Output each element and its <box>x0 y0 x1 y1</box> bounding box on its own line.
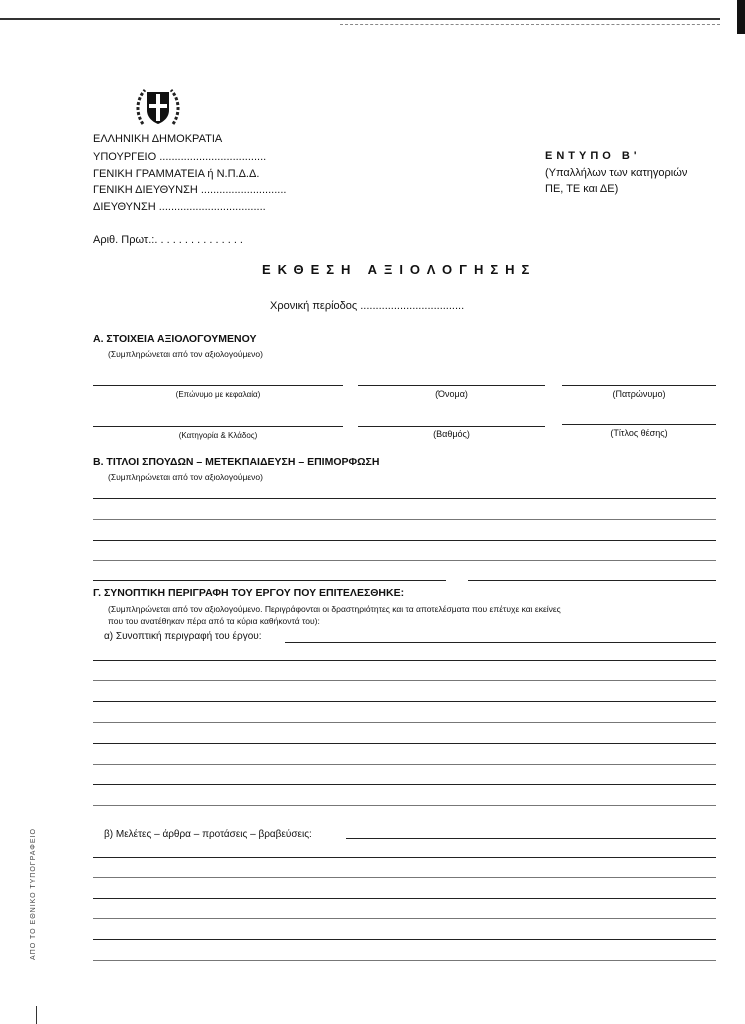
item-b-first-line[interactable] <box>346 838 716 839</box>
category-field-line[interactable] <box>93 426 343 427</box>
surname-label: (Επώνυμο με κεφαλαία) <box>175 390 261 399</box>
item-a-line[interactable] <box>93 805 716 806</box>
item-b-line[interactable] <box>93 918 716 919</box>
grade-field-line[interactable] <box>358 426 545 427</box>
item-b-line[interactable] <box>93 898 716 899</box>
item-a-line[interactable] <box>93 660 716 661</box>
item-a-line[interactable] <box>93 784 716 785</box>
org-line-directorate: ΔΙΕΥΘΥΝΣΗ ................................... <box>93 201 266 213</box>
item-b-label: β) Μελέτες – άρθρα – προτάσεις – βραβεύσεις: <box>104 829 312 840</box>
section-b-heading: Β. ΤΙΤΛΟΙ ΣΠΟΥΔΩΝ – ΜΕΤΕΚΠΑΙΔΕΥΣΗ – ΕΠΙΜΟΡΦΩΣΗ <box>93 456 380 468</box>
org-line-general-secretariat: ΓΕΝΙΚΗ ΓΡΑΜΜΑΤΕΙΑ ή Ν.Π.Δ.Δ. <box>93 168 260 180</box>
position-title-label: (Τίτλος θέσης) <box>610 428 668 438</box>
grade-label: (Βαθμός) <box>433 429 470 439</box>
section-c-note-1: (Συμπληρώνεται από τον αξιολογούμενο. Περιγράφονται οι δραστηριότητες και τα αποτελέσματα που επέτυχε και εκείνες <box>108 604 561 614</box>
section-b-line[interactable] <box>93 560 716 561</box>
item-b-line[interactable] <box>93 857 716 858</box>
item-a-line[interactable] <box>93 701 716 702</box>
item-a-first-line[interactable] <box>285 642 716 643</box>
form-type-subtitle-1: (Υπαλλήλων των κατηγοριών <box>545 167 688 179</box>
form-type-title: ΕΝΤΥΠΟ Β' <box>545 150 641 162</box>
printer-side-note: ΑΠΟ ΤΟ ΕΘΝΙΚΟ ΤΥΠΟΓΡΑΦΕΙΟ <box>30 828 37 960</box>
item-a-label: α) Συνοπτική περιγραφή του έργου: <box>104 631 262 642</box>
item-a-line[interactable] <box>93 680 716 681</box>
section-b-note: (Συμπληρώνεται από τον αξιολογούμενο) <box>108 472 263 482</box>
org-line-ministry: ΥΠΟΥΡΓΕΙΟ ................................... <box>93 151 267 163</box>
protocol-number: Αριθ. Πρωτ.:. . . . . . . . . . . . . . . <box>93 234 243 246</box>
document-title: ΕΚΘΕΣΗ ΑΞΙΟΛΟΓΗΣΗΣ <box>262 262 537 277</box>
item-a-line[interactable] <box>93 764 716 765</box>
section-b-line[interactable] <box>93 519 716 520</box>
greek-coat-of-arms-emblem <box>133 82 183 132</box>
item-b-line[interactable] <box>93 939 716 940</box>
name-label: (Όνομα) <box>435 389 468 399</box>
form-type-subtitle-2: ΠΕ, ΤΕ και ΔΕ) <box>545 183 619 195</box>
fathers-name-label: (Πατρώνυμο) <box>612 389 666 399</box>
period-field: Χρονική περίοδος .................................. <box>270 300 465 312</box>
org-line-republic: ΕΛΛΗΝΙΚΗ ΔΗΜΟΚΡΑΤΙΑ <box>93 133 223 145</box>
fathers-name-field-line[interactable] <box>562 385 716 386</box>
name-field-line[interactable] <box>358 385 545 386</box>
surname-field-line[interactable] <box>93 385 343 386</box>
scan-top-line <box>0 18 720 20</box>
item-b-line[interactable] <box>93 960 716 961</box>
section-a-heading: Α. ΣΤΟΙΧΕΙΑ ΑΞΙΟΛΟΓΟΥΜΕΝΟΥ <box>93 333 257 345</box>
scan-edge-mark <box>737 0 745 34</box>
section-c-heading: Γ. ΣΥΝΟΠΤΙΚΗ ΠΕΡΙΓΡΑΦΗ ΤΟΥ ΕΡΓΟΥ ΠΟΥ ΕΠΙΤΕΛΕΣΘΗΚΕ: <box>93 587 405 599</box>
section-c-note-2: που του ανατέθηκαν πέρα από τα κύρια καθήκοντά του): <box>108 616 320 626</box>
org-line-general-directorate: ΓΕΝΙΚΗ ΔΙΕΥΘΥΝΣΗ ............................ <box>93 184 287 196</box>
scan-bottom-mark <box>36 1006 37 1024</box>
item-a-line[interactable] <box>93 722 716 723</box>
section-a-note: (Συμπληρώνεται από τον αξιολογούμενο) <box>108 349 263 359</box>
section-b-line[interactable] <box>93 580 446 581</box>
item-a-line[interactable] <box>93 743 716 744</box>
scan-top-line-2 <box>340 24 720 25</box>
item-b-line[interactable] <box>93 877 716 878</box>
section-b-line[interactable] <box>93 540 716 541</box>
category-label: (Κατηγορία & Κλάδος) <box>178 431 258 440</box>
section-b-line[interactable] <box>468 580 716 581</box>
position-title-field-line[interactable] <box>562 424 716 425</box>
section-b-line[interactable] <box>93 498 716 499</box>
